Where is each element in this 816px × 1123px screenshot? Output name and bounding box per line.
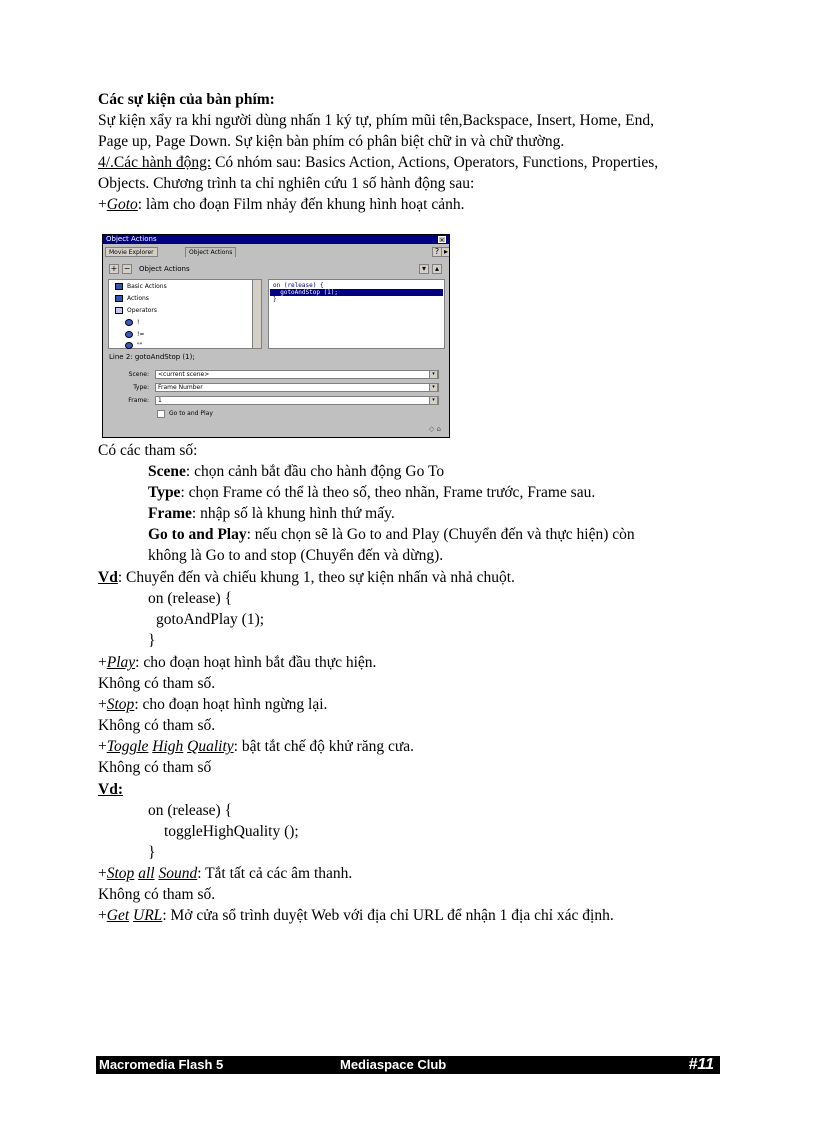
book-open-icon [115, 307, 123, 314]
stop-line: +Stop: cho đoạn hoạt hình ngừng lại. [98, 696, 328, 713]
dropdown-icon[interactable]: ▾ [429, 383, 438, 392]
object-actions-dialog [102, 234, 450, 438]
param-type: Type: chọn Frame có thể là theo số, theo nhãn, Frame trước, Frame sau. [148, 484, 596, 501]
arrow-right-icon[interactable]: ▸ [441, 247, 450, 257]
stop-term: Stop [106, 696, 135, 713]
frame-label: Frame: [128, 397, 149, 404]
stopall-line: +Stop all Sound: Tắt tất cả các âm thanh. [98, 865, 353, 882]
params-intro: Có các tham số: [98, 442, 198, 459]
example1-code-2: gotoAndPlay (1); [156, 611, 265, 628]
dropdown-icon[interactable]: ▾ [429, 396, 438, 405]
example1-line: Vd: Chuyển đến và chiếu khung 1, theo sự kiện nhấn và nhả chuột. [98, 569, 515, 586]
param-gotoandplay-cont: không là Go to and stop (Chuyển đến và dừng). [148, 547, 444, 564]
tree-op-not[interactable]: ! [125, 319, 139, 327]
tree-op-string[interactable]: "" [125, 342, 143, 350]
gotoandplay-label: Go to and Play [169, 410, 213, 417]
gotoandplay-checkbox[interactable] [157, 410, 165, 418]
toggle-note: Không có tham số [98, 759, 212, 776]
example1-code-3: } [148, 632, 156, 649]
example-label: Vd [98, 569, 118, 586]
example2-code-3: } [148, 844, 156, 861]
play-term: Play [106, 654, 136, 671]
dialog-title: Object Actions [103, 235, 449, 244]
para2-line2: Objects. Chương trình ta chỉ nghiên cứu 1 số hành động sau: [98, 175, 475, 192]
stopall-note: Không có tham số. [98, 886, 216, 903]
tree-actions[interactable]: Actions [115, 295, 149, 303]
code-line-2: gotoAndStop (1); [270, 289, 443, 296]
tab-movie-explorer[interactable]: Movie Explorer [105, 247, 158, 257]
goto-line: +Goto: làm cho đoạn Film nhảy đến khung hình hoạt cảnh. [98, 196, 465, 213]
footer-center: Mediaspace Club [340, 1057, 447, 1072]
type-label: Type: [133, 384, 149, 391]
example2-code-1: on (release) { [148, 802, 233, 819]
line-info: Line 2: gotoAndStop (1); [109, 353, 195, 361]
tree-scrollbar[interactable] [252, 280, 261, 348]
arrow-down-icon[interactable]: ▾ [419, 264, 429, 274]
type-select[interactable]: Frame Number ▾ [155, 383, 439, 392]
operator-icon [125, 342, 133, 349]
example2-code-2: toggleHighQuality (); [164, 823, 299, 840]
frame-input[interactable]: 1 ▾ [155, 396, 439, 405]
param-scene: Scene: chọn cảnh bắt đầu cho hành động Go To [148, 463, 445, 480]
operator-icon [125, 319, 133, 326]
footer-left: Macromedia Flash 5 [99, 1057, 224, 1072]
code-line-1: on (release) { [273, 282, 324, 289]
page-number: #11 [688, 1056, 714, 1073]
footer-bar [96, 1056, 720, 1074]
play-note: Không có tham số. [98, 675, 216, 692]
stop-note: Không có tham số. [98, 717, 216, 734]
param-frame: Frame: nhập số là khung hình thứ mấy. [148, 505, 395, 522]
close-icon[interactable]: × [439, 237, 445, 244]
tree-basic-actions[interactable]: Basic Actions [115, 283, 167, 291]
example2-label: Vd: [98, 781, 123, 798]
book-icon [115, 283, 123, 290]
book-icon [115, 295, 123, 302]
para2-line1: 4/.Các hành động: Có nhóm sau: Basics Action, Actions, Operators, Functions, Properties, [98, 154, 659, 171]
add-action-button[interactable]: + [110, 264, 118, 273]
toolbar-label: Object Actions [139, 265, 190, 273]
help-icon[interactable]: ? [432, 247, 442, 257]
para1-line1: Sự kiện xẩy ra khi người dùng nhấn 1 ký tự, phím mũi tên,Backspace, Insert, Home, End, [98, 112, 654, 129]
arrow-up-icon[interactable]: ▴ [432, 264, 442, 274]
para1-line2: Page up, Page Down. Sự kiện bàn phím có phân biệt chữ in và chữ thường. [98, 133, 565, 150]
scene-select[interactable]: <current scene> ▾ [155, 370, 439, 379]
expand-icon[interactable]: ◇ ⌂ [428, 425, 441, 433]
goto-term: Goto [106, 196, 138, 213]
tree-operators[interactable]: Operators [115, 307, 157, 315]
dropdown-icon[interactable]: ▾ [429, 370, 438, 379]
tab-object-actions[interactable]: Object Actions [185, 247, 236, 257]
toggle-line: +Toggle High Quality: bật tắt chế độ khử răng cưa. [98, 738, 414, 755]
tree-op-noteq[interactable]: != [125, 331, 144, 339]
geturl-line: +Get URL: Mở cửa sổ trình duyệt Web với địa chỉ URL để nhận 1 địa chỉ xác định. [98, 907, 614, 924]
scene-label: Scene: [128, 371, 149, 378]
remove-action-button[interactable]: − [123, 264, 131, 273]
code-line-3: } [273, 296, 277, 303]
param-gotoandplay: Go to and Play: nếu chọn sẽ là Go to and Play (Chuyển đến và thực hiện) còn [148, 526, 635, 543]
operator-icon [125, 331, 133, 338]
heading: Các sự kiện của bàn phím: [98, 91, 275, 108]
action-tree[interactable] [108, 279, 262, 349]
script-pane[interactable] [268, 279, 445, 349]
play-line: +Play: cho đoạn hoạt hình bắt đầu thực hiện. [98, 654, 377, 671]
actions-label: 4/.Các hành động: [98, 154, 212, 171]
example1-code-1: on (release) { [148, 590, 233, 607]
